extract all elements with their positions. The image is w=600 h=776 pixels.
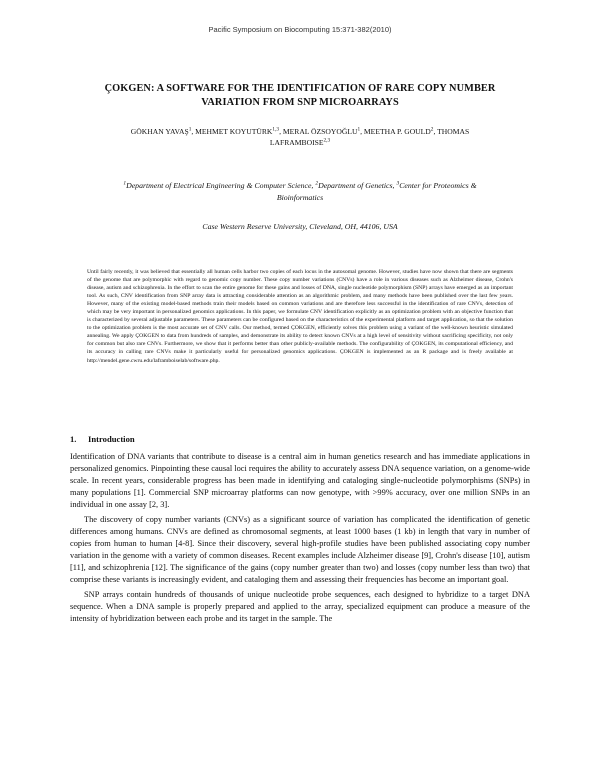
author-affiliation-mark: 2,3 [323,137,331,144]
affiliation-dept: Department of Electrical Engineering & Computer Science, [126,181,316,190]
author-name: , THOMAS LAFRAMBOISE [269,127,470,147]
paragraph: Identification of DNA variants that contribute to disease is a central aim in human genetics research and has immediate applications in personalized genomics. Pinpointing these causal loci requires the ability to accurately assess DNA sequence variation, on a genome-wide scale. In recent years, considerable progress has been made in identifying and cataloging single-nucleotide polymorphisms (SNPs) in many populations [1]. Commercial SNP microarray platforms can now genotype, with >99% accuracy, over one million SNPs in an individual in one assay [2, 3]. [70,452,530,510]
author-name: GÖKHAN YAVAŞ [130,127,189,136]
affiliation-mark: 1 [123,180,127,187]
section-title: Introduction [88,434,135,444]
author-affiliation-mark: 1,3 [272,126,280,133]
author-name: , MEHMET KOYUTÜRK [191,127,273,136]
author-list [100,126,500,148]
affiliation-dept: Department of Genetics, [318,181,397,190]
author-name: , MEETHA P. GOULD [360,127,431,136]
affiliation-mark: 2 [315,180,319,187]
section-number: 1. [70,434,77,444]
running-head: Pacific Symposium on Biocomputing 15:371-382(2010) [208,25,392,34]
paragraph: SNP arrays contain hundreds of thousands of unique nucleotide probe sequences, each designed to hybridize to a target DNA sequence. When a DNA sample is properly prepared and applied to the array, specialized equipment can produce a measure of the intensity of hybridization between each probe and its target in the sample. The [70,590,530,624]
author-affiliation-mark: 2 [430,126,434,133]
paper-title [90,82,510,110]
title-line-2: VARIATION FROM SNP MICROARRAYS [201,97,399,108]
section-heading [70,434,530,444]
author-affiliation-mark: 1 [357,126,361,133]
paragraph: The discovery of copy number variants (CNVs) as a significant source of variation has complicated the identification of genetic differences among humans. CNVs are defined as chromosomal segments, at least 1000 bases (1 kb) in length that vary in number of copies from human to human [4-8]. Since their discovery, several high-profile studies have been published associating copy number variation in the genome with a variety of common diseases. Recent examples include Alzheimer disease [9], Crohn's disease [10], autism [11], and schizophrenia [12]. The significance of the gains (copy number greater than two) and losses (copy number less than two) that comprise these variants is increasingly evident, and cataloging them and assessing their frequencies has become an important goal. [70,514,530,585]
affiliation-dept: Center for Proteomics & Bioinformatics [276,181,477,202]
body-text [70,451,530,628]
affiliation-mark: 3 [396,180,400,187]
title-line-1: ÇOKGEN: A SOFTWARE FOR THE IDENTIFICATION OF RARE COPY NUMBER [104,83,496,94]
abstract: Until fairly recently, it was believed that essentially all human cells harbor two copies of each locus in the autosomal genome. However, studies have now shown that there are segments of the genome that are polymorphic with regard to genomic copy number. These copy number variations (CNVs) have a role in various diseases such as Alzheimer disease, Crohn's disease, autism and schizophrenia. In the effort to scan the entire genome for these gains and losses of DNA, single nucleotide polymorphism (SNP) arrays have emerged as an important tool. As such, CNV identification from SNP array data is attracting considerable attention as an algorithmic problem, and many methods have been published over the last few years. However, many of the existing model-based methods train their models based on common variations and are therefore less successful in the identification of rare CNVs, detection of which may be very important in personalized genomics applications. In this paper, we formulate CNV identification explicitly as an optimization problem with an objective function that is characterized by several adjustable parameters. These parameters can be configured based on the characteristics of the experimental platform and target application, so that the solution to the optimization problem is the most accurate set of CNV calls. Our method, termed ÇOKGEN, efficiently solves this problem using a variant of the well-known heuristic simulated annealing. We apply ÇOKGEN to data from hundreds of samples, and demonstrate its ability to detect known CNVs at a high level of sensitivity without sacrificing specificity, not only for common but also rare CNVs. Furthermore, we show that it performs better than other publicly-available methods. The configurability of ÇOKGEN, its computational efficiency, and its accuracy in calling rare CNVs make it particularly useful for personalized genomics applications. ÇOKGEN is implemented as an R package and is freely available at http://mendel.gene.cwru.edu/laframboiselab/software.php. [87,269,513,364]
author-affiliation-mark: 1 [188,126,192,133]
institution: Case Western Reserve University, Cleveland, OH, 44106, USA [202,222,398,231]
author-name: , MERAL ÖZSOYOĞLU [279,127,358,136]
affiliations [100,180,500,204]
